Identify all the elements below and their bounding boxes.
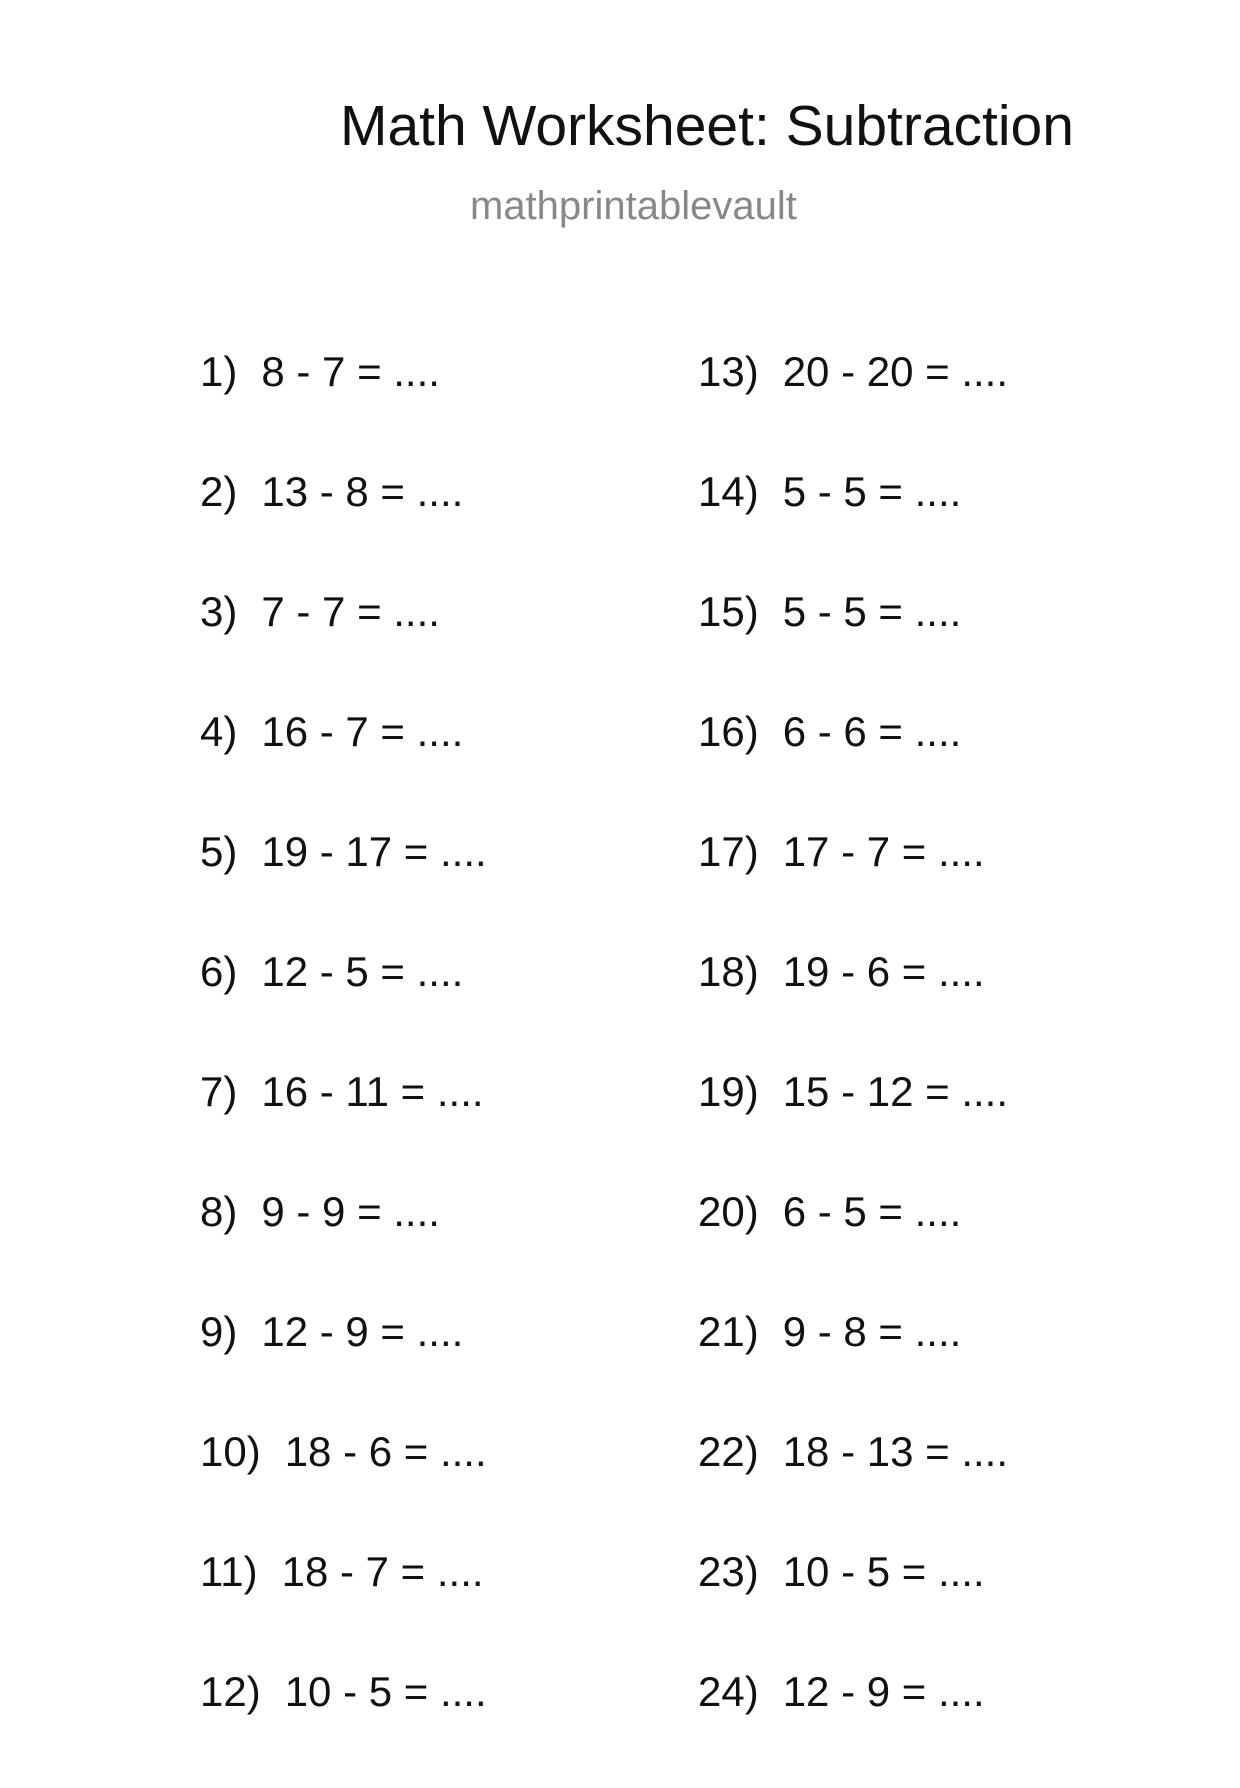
problem-number: 21)	[698, 1308, 759, 1355]
problem-item	[698, 468, 1198, 588]
problem-expression: 8 - 7 = ....	[261, 348, 440, 395]
problem-number: 18)	[698, 948, 759, 995]
problem-item	[200, 1068, 700, 1188]
problem-item	[698, 1188, 1198, 1308]
problem-number: 24)	[698, 1668, 759, 1715]
problem-number: 20)	[698, 1188, 759, 1235]
problem-number: 15)	[698, 588, 759, 635]
problem-item	[200, 828, 700, 948]
problem-number: 8)	[200, 1188, 238, 1235]
problem-expression: 9 - 9 = ....	[261, 1188, 440, 1235]
problem-number: 23)	[698, 1548, 759, 1595]
problem-number: 7)	[200, 1068, 238, 1115]
problem-item	[200, 588, 700, 708]
problem-expression: 13 - 8 = ....	[261, 468, 464, 515]
problem-item	[200, 348, 700, 468]
problems-column-right	[698, 348, 1198, 1788]
problem-expression: 18 - 7 = ....	[281, 1548, 484, 1595]
problem-number: 4)	[200, 708, 238, 755]
problem-item	[698, 828, 1198, 948]
problem-item	[200, 468, 700, 588]
problem-number: 9)	[200, 1308, 238, 1355]
problem-expression: 19 - 6 = ....	[782, 948, 985, 995]
problems-column-left	[200, 348, 700, 1788]
problem-number: 6)	[200, 948, 238, 995]
problem-number: 13)	[698, 348, 759, 395]
problem-expression: 20 - 20 = ....	[782, 348, 1009, 395]
problem-item	[200, 1428, 700, 1548]
problem-item	[200, 1548, 700, 1668]
problem-expression: 18 - 13 = ....	[782, 1428, 1009, 1475]
page-subtitle: mathprintablevault	[470, 184, 797, 228]
problem-number: 12)	[200, 1668, 261, 1715]
problem-expression: 12 - 9 = ....	[261, 1308, 464, 1355]
problem-expression: 12 - 9 = ....	[782, 1668, 985, 1715]
problem-expression: 10 - 5 = ....	[782, 1548, 985, 1595]
problem-number: 3)	[200, 588, 238, 635]
problem-item	[698, 948, 1198, 1068]
problem-expression: 16 - 7 = ....	[261, 708, 464, 755]
problem-expression: 6 - 6 = ....	[782, 708, 962, 755]
problem-item	[200, 1308, 700, 1428]
problem-number: 22)	[698, 1428, 759, 1475]
problem-item	[698, 1548, 1198, 1668]
problem-number: 10)	[200, 1428, 261, 1475]
problem-number: 1)	[200, 348, 238, 395]
problem-item	[698, 708, 1198, 828]
problem-expression: 5 - 5 = ....	[782, 588, 962, 635]
problem-expression: 15 - 12 = ....	[782, 1068, 1009, 1115]
problem-number: 14)	[698, 468, 759, 515]
problem-item	[698, 1428, 1198, 1548]
problem-item	[698, 348, 1198, 468]
problem-expression: 10 - 5 = ....	[284, 1668, 487, 1715]
problem-number: 16)	[698, 708, 759, 755]
problem-expression: 12 - 5 = ....	[261, 948, 464, 995]
problem-expression: 7 - 7 = ....	[261, 588, 440, 635]
problem-item	[698, 1668, 1198, 1788]
problem-expression: 19 - 17 = ....	[261, 828, 487, 875]
problem-number: 5)	[200, 828, 238, 875]
problem-number: 19)	[698, 1068, 759, 1115]
problem-number: 11)	[200, 1548, 258, 1595]
problem-expression: 18 - 6 = ....	[284, 1428, 487, 1475]
problem-item	[200, 1668, 700, 1788]
problem-item	[200, 708, 700, 828]
problem-expression: 17 - 7 = ....	[782, 828, 985, 875]
problem-number: 2)	[200, 468, 238, 515]
problem-number: 17)	[698, 828, 759, 875]
page-title: Math Worksheet: Subtraction	[340, 94, 1074, 158]
problem-expression: 16 - 11 = ....	[261, 1068, 484, 1115]
problem-item	[698, 588, 1198, 708]
problem-item	[200, 1188, 700, 1308]
problem-item	[200, 948, 700, 1068]
problem-expression: 6 - 5 = ....	[782, 1188, 962, 1235]
problem-item	[698, 1068, 1198, 1188]
problem-expression: 5 - 5 = ....	[782, 468, 962, 515]
problem-item	[698, 1308, 1198, 1428]
problem-expression: 9 - 8 = ....	[782, 1308, 962, 1355]
